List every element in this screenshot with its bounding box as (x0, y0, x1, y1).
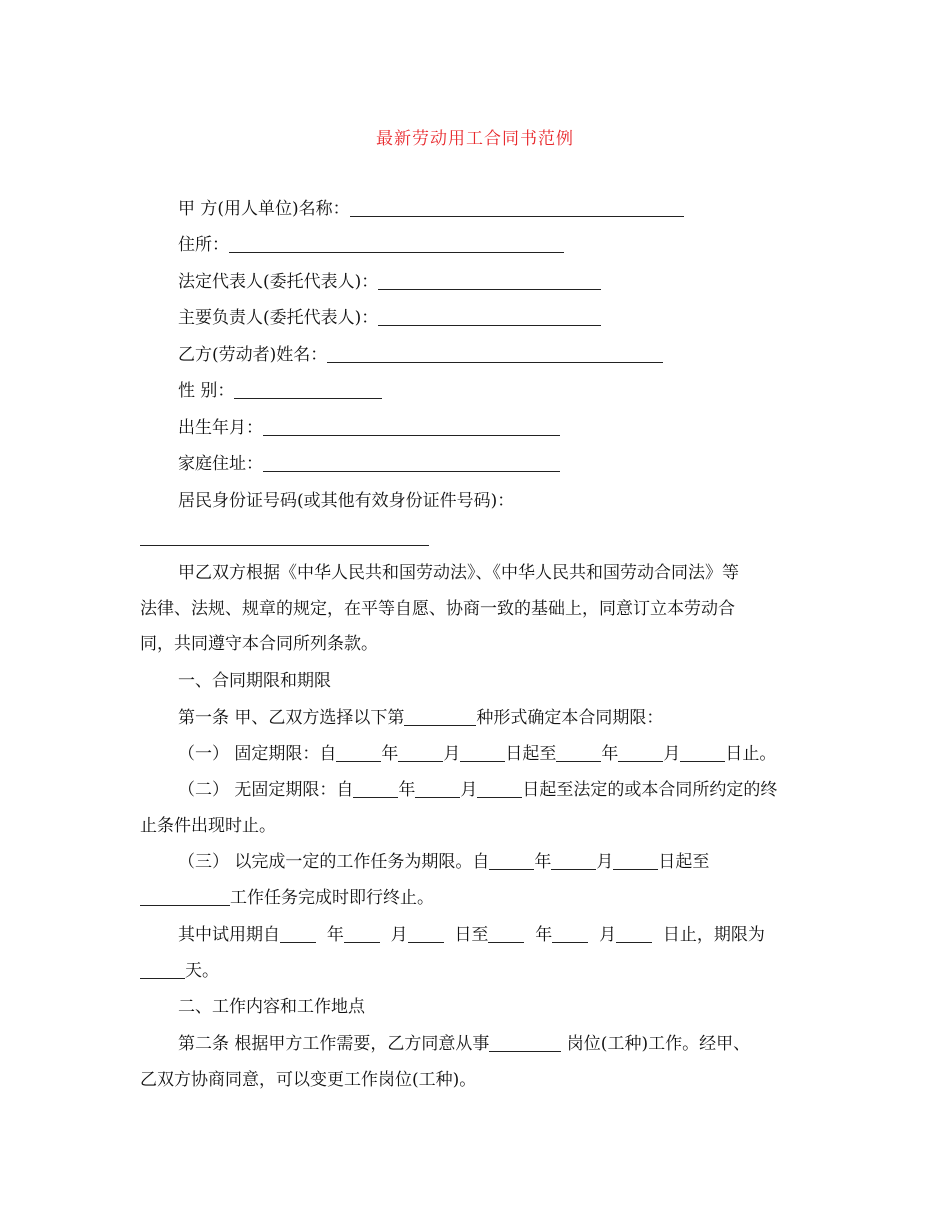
field-label: 性 别： (178, 381, 235, 401)
option-label: （二） 无固定期限：自 (178, 780, 354, 800)
blank-line[interactable] (618, 743, 663, 762)
blank-line[interactable] (551, 851, 596, 870)
field-label: 主要负责人(委托代表人)： (178, 308, 379, 328)
field-address (178, 233, 564, 257)
field-birth (178, 416, 560, 440)
blank-line[interactable] (415, 779, 460, 798)
year-label: 年 (326, 925, 344, 945)
option-open-term-line-2: 止条件出现时止。 (140, 816, 276, 836)
preamble-line-3: 同，共同遵守本合同所列条款。 (140, 634, 378, 654)
field-home-address (178, 452, 560, 476)
day-label: 日至 (454, 925, 489, 945)
id-number-blank-line[interactable] (140, 545, 429, 546)
blank-line[interactable] (344, 924, 380, 943)
month-label: 月 (596, 852, 614, 872)
blank-line[interactable] (489, 851, 534, 870)
field-label: 乙方(劳动者)姓名： (178, 345, 328, 365)
blank-line[interactable] (477, 779, 522, 798)
year-label: 年 (601, 744, 619, 764)
blank-line[interactable] (263, 453, 560, 472)
month-label: 月 (443, 744, 461, 764)
blank-line[interactable] (229, 234, 564, 253)
blank-line[interactable] (552, 924, 588, 943)
day-label: 日起至 (505, 744, 557, 764)
section-1-heading: 一、合同期限和期限 (178, 671, 331, 691)
field-employer-name (178, 197, 684, 221)
end-label: 日止。 (725, 744, 777, 764)
blank-line[interactable] (336, 743, 381, 762)
option-task-tail: 工作任务完成时即行终止。 (230, 888, 434, 908)
field-label: 家庭住址： (178, 454, 263, 474)
probation-label: 其中试用期自 (178, 925, 280, 945)
article-1-text-b: 种形式确定本合同期限： (476, 708, 664, 728)
field-label: 法定代表人(委托代表人)： (178, 272, 379, 292)
blank-line[interactable] (140, 960, 185, 979)
option-task-term-line-2 (140, 886, 434, 910)
article-1 (178, 706, 663, 730)
month-label: 月 (460, 780, 478, 800)
field-label: 居民身份证号码(或其他有效身份证件号码)： (178, 491, 515, 511)
option-tail: 日起至 (658, 852, 710, 872)
option-fixed-term (178, 742, 776, 766)
blank-line[interactable] (613, 851, 658, 870)
field-label: 甲 方(用人单位)名称： (178, 199, 350, 219)
document-title: 最新劳动用工合同书范例 (376, 129, 574, 149)
blank-line[interactable] (404, 707, 476, 726)
blank-line[interactable] (234, 380, 382, 399)
blank-line[interactable] (353, 779, 398, 798)
field-label: 住所： (178, 235, 229, 255)
month-label: 月 (390, 925, 408, 945)
option-label: （三） 以完成一定的工作任务为期限。自 (178, 852, 490, 872)
blank-line[interactable] (378, 307, 601, 326)
field-employee-name (178, 343, 663, 367)
blank-line[interactable] (350, 198, 684, 217)
year-label: 年 (534, 852, 552, 872)
probation-tail: 日止，期限为 (662, 925, 765, 945)
year-label: 年 (398, 780, 416, 800)
blank-line[interactable] (263, 417, 560, 436)
year-label: 年 (381, 744, 399, 764)
blank-line[interactable] (616, 924, 652, 943)
blank-line[interactable] (460, 743, 505, 762)
probation-period (178, 923, 765, 947)
month-label: 月 (663, 744, 681, 764)
blank-line[interactable] (378, 271, 601, 290)
article-2 (178, 1032, 750, 1056)
blank-line[interactable] (280, 924, 316, 943)
article-2-text-a: 第二条 根据甲方工作需要，乙方同意从事 (178, 1034, 490, 1054)
blank-line[interactable] (556, 743, 601, 762)
blank-line[interactable] (140, 887, 230, 906)
blank-line[interactable] (680, 743, 725, 762)
probation-days-label: 天。 (185, 961, 219, 981)
field-legal-rep (178, 270, 601, 294)
field-label: 出生年月： (178, 418, 263, 438)
year-label: 年 (535, 925, 553, 945)
blank-line[interactable] (398, 743, 443, 762)
option-label: （一） 固定期限：自 (178, 744, 337, 764)
article-2-text-b: 岗位(工种)工作。经甲、 (561, 1034, 751, 1054)
option-tail: 日起至法定的或本合同所约定的终 (522, 780, 778, 800)
blank-line[interactable] (408, 924, 444, 943)
field-principal (178, 306, 601, 330)
option-task-term (178, 850, 709, 874)
preamble-line-1: 甲乙双方根据《中华人民共和国劳动法》、《中华人民共和国劳动合同法》等 (178, 563, 739, 583)
article-2-line-2: 乙双方协商同意，可以变更工作岗位(工种)。 (140, 1070, 477, 1090)
section-2-heading: 二、工作内容和工作地点 (178, 997, 365, 1017)
field-gender (178, 379, 382, 403)
blank-line[interactable] (488, 924, 524, 943)
blank-line[interactable] (327, 344, 663, 363)
month-label: 月 (599, 925, 617, 945)
probation-period-line-2 (140, 959, 219, 983)
preamble-line-2: 法律、法规、规章的规定，在平等自愿、协商一致的基础上，同意订立本劳动合 (140, 599, 735, 619)
blank-line[interactable] (489, 1033, 561, 1052)
field-id-number (178, 489, 514, 513)
option-open-term (178, 778, 777, 802)
article-1-text-a: 第一条 甲、乙双方选择以下第 (178, 708, 405, 728)
